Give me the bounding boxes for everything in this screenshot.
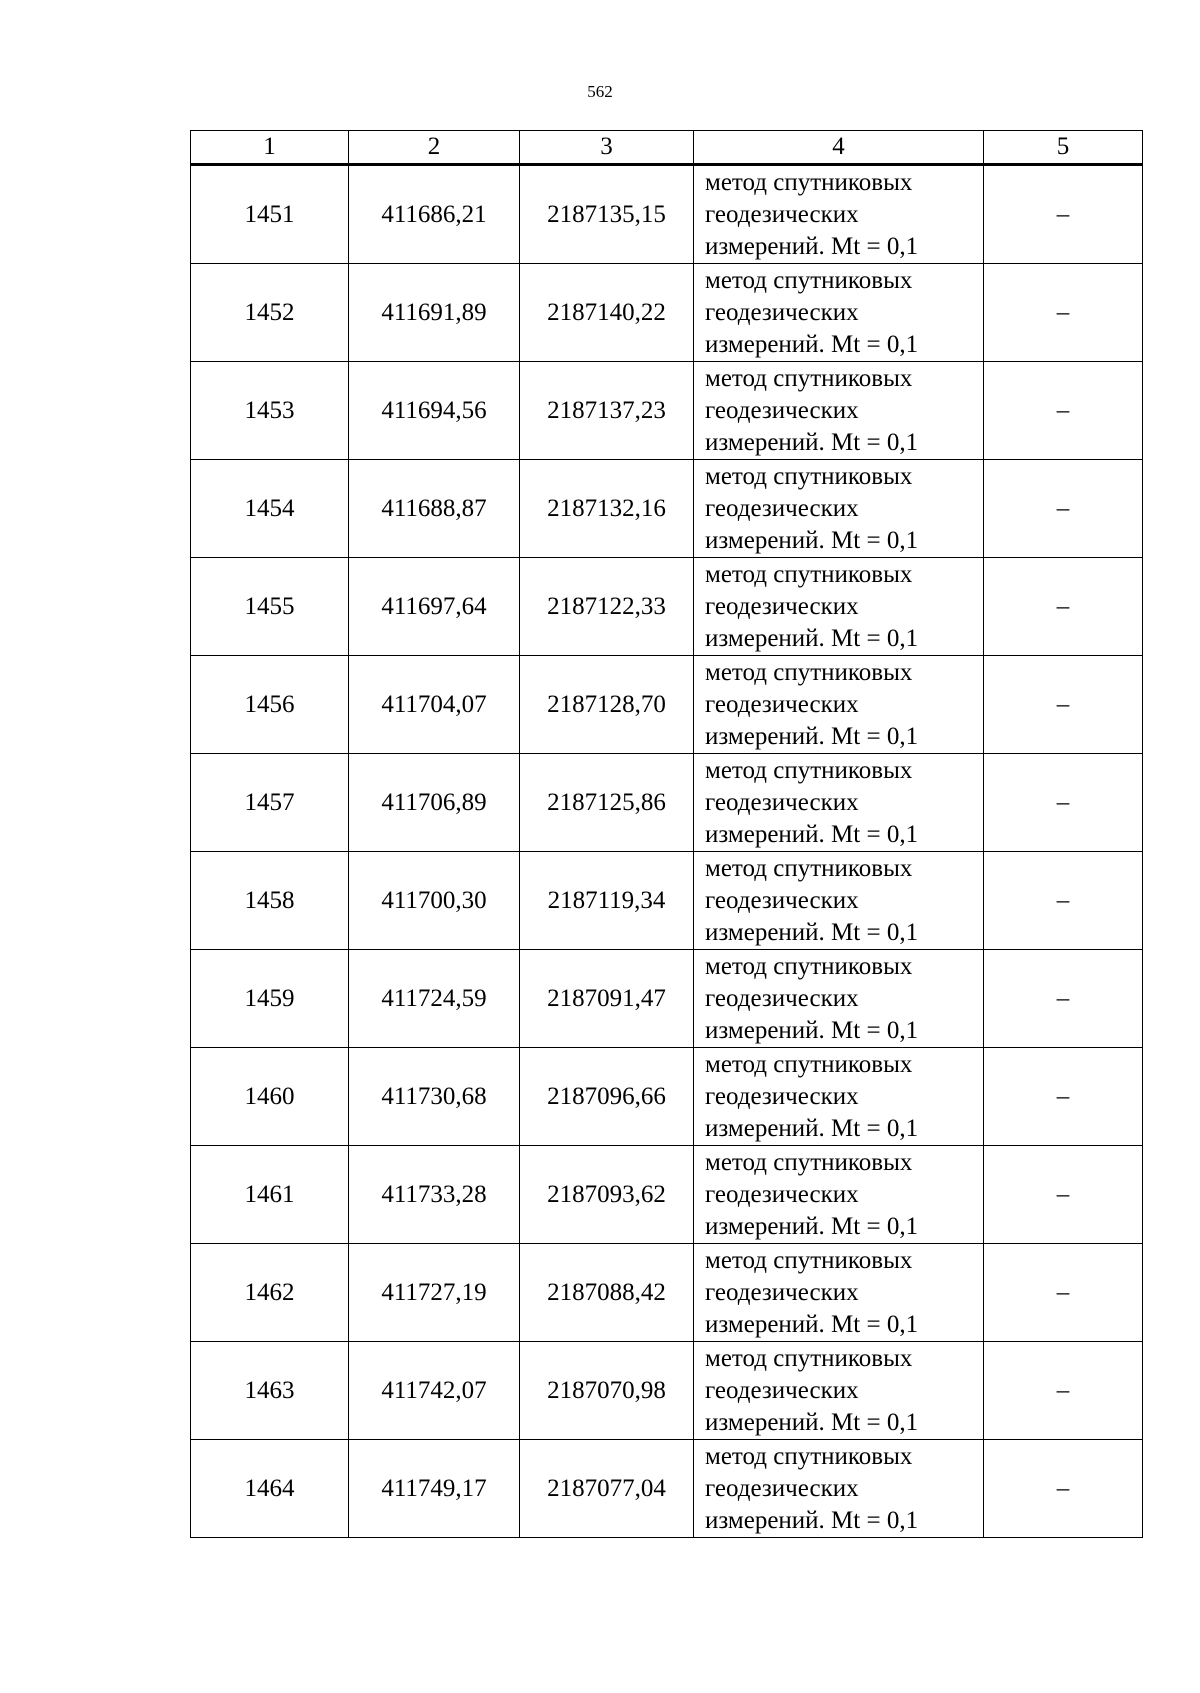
method-line: метод спутниковых	[705, 266, 913, 294]
point-number-cell: 1461	[191, 1146, 349, 1244]
y-coordinate-cell: 2187137,23	[520, 362, 694, 460]
point-number-cell: 1459	[191, 950, 349, 1048]
method-cell	[694, 460, 984, 558]
x-coordinate-cell: 411727,19	[349, 1244, 520, 1342]
table-body	[191, 165, 1143, 1538]
y-coordinate-cell: 2187093,62	[520, 1146, 694, 1244]
x-coordinate-cell: 411688,87	[349, 460, 520, 558]
point-number-cell: 1463	[191, 1342, 349, 1440]
method-cell	[694, 264, 984, 362]
x-coordinate-cell: 411749,17	[349, 1440, 520, 1538]
column-header-3: 3	[520, 131, 694, 165]
table-row	[191, 558, 1143, 656]
y-coordinate-cell: 2187077,04	[520, 1440, 694, 1538]
method-line: геодезических	[705, 200, 859, 228]
table-row	[191, 754, 1143, 852]
x-coordinate-cell: 411694,56	[349, 362, 520, 460]
method-cell	[694, 656, 984, 754]
method-line: геодезических	[705, 298, 859, 326]
y-coordinate-cell: 2187070,98	[520, 1342, 694, 1440]
note-cell: –	[984, 460, 1143, 558]
method-line: метод спутниковых	[705, 560, 913, 588]
table-row	[191, 950, 1143, 1048]
page-number: 562	[587, 82, 613, 101]
method-line: метод спутниковых	[705, 658, 913, 686]
note-cell: –	[984, 165, 1143, 264]
method-line: измерений. Mt = 0,1	[705, 1212, 919, 1240]
method-cell	[694, 852, 984, 950]
table-row	[191, 1440, 1143, 1538]
note-cell: –	[984, 1342, 1143, 1440]
method-line: метод спутниковых	[705, 364, 913, 392]
point-number-cell: 1462	[191, 1244, 349, 1342]
method-cell	[694, 558, 984, 656]
method-line: геодезических	[705, 1180, 859, 1208]
note-cell: –	[984, 754, 1143, 852]
method-line: измерений. Mt = 0,1	[705, 918, 919, 946]
method-line: измерений. Mt = 0,1	[705, 428, 919, 456]
y-coordinate-cell: 2187096,66	[520, 1048, 694, 1146]
x-coordinate-cell: 411742,07	[349, 1342, 520, 1440]
x-coordinate-cell: 411704,07	[349, 656, 520, 754]
x-coordinate-cell: 411691,89	[349, 264, 520, 362]
table-row	[191, 1244, 1143, 1342]
method-line: метод спутниковых	[705, 854, 913, 882]
method-line: измерений. Mt = 0,1	[705, 1016, 919, 1044]
method-line: геодезических	[705, 494, 859, 522]
x-coordinate-cell: 411706,89	[349, 754, 520, 852]
y-coordinate-cell: 2187088,42	[520, 1244, 694, 1342]
method-cell	[694, 1244, 984, 1342]
method-line: геодезических	[705, 984, 859, 1012]
method-cell	[694, 1146, 984, 1244]
method-line: геодезических	[705, 592, 859, 620]
table-row	[191, 852, 1143, 950]
method-line: метод спутниковых	[705, 1246, 913, 1274]
point-number-cell: 1454	[191, 460, 349, 558]
method-line: геодезических	[705, 788, 859, 816]
note-cell: –	[984, 1048, 1143, 1146]
method-line: измерений. Mt = 0,1	[705, 232, 919, 260]
note-cell: –	[984, 558, 1143, 656]
method-cell	[694, 165, 984, 264]
table-row	[191, 362, 1143, 460]
method-cell	[694, 754, 984, 852]
note-cell: –	[984, 362, 1143, 460]
x-coordinate-cell: 411686,21	[349, 165, 520, 264]
y-coordinate-cell: 2187125,86	[520, 754, 694, 852]
method-cell	[694, 1048, 984, 1146]
x-coordinate-cell: 411733,28	[349, 1146, 520, 1244]
y-coordinate-cell: 2187119,34	[520, 852, 694, 950]
note-cell: –	[984, 1146, 1143, 1244]
table-row	[191, 1048, 1143, 1146]
method-line: геодезических	[705, 396, 859, 424]
method-line: измерений. Mt = 0,1	[705, 1310, 919, 1338]
table-row	[191, 165, 1143, 264]
method-line: геодезических	[705, 1376, 859, 1404]
point-number-cell: 1451	[191, 165, 349, 264]
table-row	[191, 656, 1143, 754]
column-header-4: 4	[694, 131, 984, 165]
table-row	[191, 264, 1143, 362]
method-line: измерений. Mt = 0,1	[705, 1506, 919, 1534]
column-header-2: 2	[349, 131, 520, 165]
note-cell: –	[984, 1440, 1143, 1538]
y-coordinate-cell: 2187135,15	[520, 165, 694, 264]
method-line: измерений. Mt = 0,1	[705, 1114, 919, 1142]
method-line: метод спутниковых	[705, 1344, 913, 1372]
table-row	[191, 1342, 1143, 1440]
y-coordinate-cell: 2187091,47	[520, 950, 694, 1048]
method-line: метод спутниковых	[705, 1148, 913, 1176]
note-cell: –	[984, 852, 1143, 950]
table-row	[191, 1146, 1143, 1244]
point-number-cell: 1453	[191, 362, 349, 460]
method-line: измерений. Mt = 0,1	[705, 330, 919, 358]
point-number-cell: 1456	[191, 656, 349, 754]
column-header-5: 5	[984, 131, 1143, 165]
method-line: геодезических	[705, 690, 859, 718]
x-coordinate-cell: 411730,68	[349, 1048, 520, 1146]
point-number-cell: 1460	[191, 1048, 349, 1146]
method-cell	[694, 950, 984, 1048]
x-coordinate-cell: 411697,64	[349, 558, 520, 656]
note-cell: –	[984, 264, 1143, 362]
method-line: геодезических	[705, 886, 859, 914]
method-line: геодезических	[705, 1278, 859, 1306]
table-header-row	[191, 131, 1143, 165]
y-coordinate-cell: 2187132,16	[520, 460, 694, 558]
y-coordinate-cell: 2187140,22	[520, 264, 694, 362]
method-line: метод спутниковых	[705, 952, 913, 980]
method-line: метод спутниковых	[705, 462, 913, 490]
method-line: измерений. Mt = 0,1	[705, 526, 919, 554]
method-line: метод спутниковых	[705, 1442, 913, 1470]
method-line: метод спутниковых	[705, 756, 913, 784]
method-line: метод спутниковых	[705, 1050, 913, 1078]
method-line: геодезических	[705, 1474, 859, 1502]
point-number-cell: 1458	[191, 852, 349, 950]
method-line: измерений. Mt = 0,1	[705, 820, 919, 848]
x-coordinate-cell: 411724,59	[349, 950, 520, 1048]
y-coordinate-cell: 2187128,70	[520, 656, 694, 754]
coordinates-table	[190, 130, 1143, 1538]
x-coordinate-cell: 411700,30	[349, 852, 520, 950]
point-number-cell: 1464	[191, 1440, 349, 1538]
method-cell	[694, 1342, 984, 1440]
note-cell: –	[984, 656, 1143, 754]
method-line: метод спутниковых	[705, 168, 913, 196]
method-cell	[694, 1440, 984, 1538]
y-coordinate-cell: 2187122,33	[520, 558, 694, 656]
method-cell	[694, 362, 984, 460]
method-line: измерений. Mt = 0,1	[705, 722, 919, 750]
note-cell: –	[984, 950, 1143, 1048]
point-number-cell: 1457	[191, 754, 349, 852]
point-number-cell: 1455	[191, 558, 349, 656]
method-line: измерений. Mt = 0,1	[705, 624, 919, 652]
table-row	[191, 460, 1143, 558]
method-line: геодезических	[705, 1082, 859, 1110]
method-line: измерений. Mt = 0,1	[705, 1408, 919, 1436]
note-cell: –	[984, 1244, 1143, 1342]
point-number-cell: 1452	[191, 264, 349, 362]
column-header-1: 1	[191, 131, 349, 165]
